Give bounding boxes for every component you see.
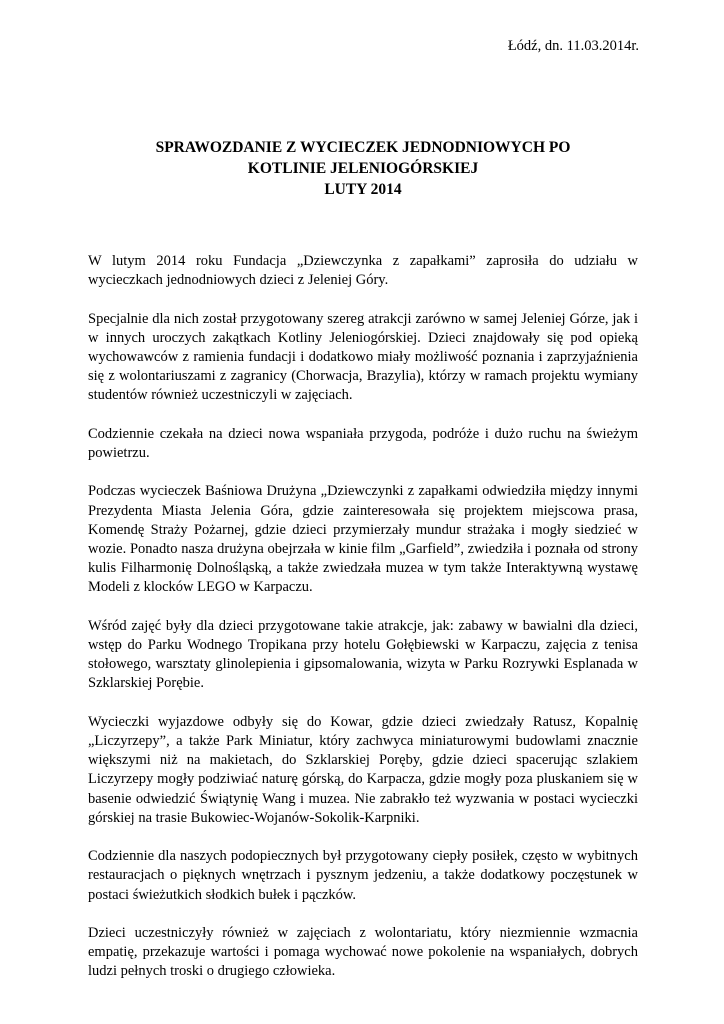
paragraph-2: Specjalnie dla nich został przygotowany szereg atrakcji zarówno w samej Jeleniej Górze, jak i w innych uroczych zakątkach Kotliny Jeleniogórskiej. Dzieci znajdowały się pod opieką wychowawców z ramienia fundacji i dodatkowo miały możliwość poznania i zaprzyjaźnienia się z wolontariuszami z zagranicy (Chorwacja, Brazylia), którzy w ramach projektu wymiany studentów również uczestniczyli w zajęciach.: [88, 310, 638, 404]
paragraph-1: W lutym 2014 roku Fundacja „Dziewczynka z zapałkami” zaprosiła do udziału w wycieczkach jednodniowych dzieci z Jeleniej Góry.: [88, 253, 638, 289]
title-line-3: LUTY 2014: [324, 181, 402, 198]
title-line-2: KOTLINIE JELENIOGÓRSKIEJ: [247, 160, 479, 177]
paragraph-7: Codziennie dla naszych podopiecznych był przygotowany ciepły posiłek, często w wybitnych restauracjach o pięknych wnętrzach i pysznym jedzeniu, a także dodatkowy poczęstunek w postaci świeżutkich słodkich bułek i pączków.: [88, 848, 638, 903]
paragraph-8: Dzieci uczestniczyły również w zajęciach z wolontariatu, który niezmiennie wzmacnia empatię, przekazuje wartości i pomaga wychować nowe pokolenie na wspaniałych, dobrych ludzi pełnych troski o drugiego człowieka.: [88, 925, 638, 980]
document-body: [88, 252, 638, 982]
document-title: [88, 137, 638, 200]
paragraph-3: Codziennie czekała na dzieci nowa wspaniała przygoda, podróże i dużo ruchu na świeżym powietrzu.: [88, 425, 638, 461]
paragraph-5: Wśród zajęć były dla dzieci przygotowane takie atrakcje, jak: zabawy w bawialni dla dzieci, wstęp do Parku Wodnego Tropikana przy hotelu Gołębiewski w Karpaczu, zajęcia z tenisa stołowego, warsztaty glinolepienia i gipsomalowania, wizyta w Parku Rozrywki Esplanada w Szklarskiej Porębie.: [88, 617, 638, 692]
paragraph-4: Podczas wycieczek Baśniowa Drużyna „Dziewczynki z zapałkami odwiedziła między innymi Prezydenta Miasta Jelenia Góra, gdzie zainteresowała się projektem miejscowa prasa, Komendę Straży Pożarnej, gdzie dzieci przymierzały mundur strażaka i mogły siedzieć w wozie. Ponadto nasza drużyna obejrzała w kinie film „Garfield”, zwiedziła i poznała od strony kulis Filharmonię Dolnośląską, a także zwiedzała muzea w tym także Interaktywną wystawę Modeli z klocków LEGO w Karpaczu.: [88, 483, 638, 596]
title-line-1: SPRAWOZDANIE Z WYCIECZEK JEDNODNIOWYCH PO: [155, 139, 571, 156]
place-date: Łódź, dn. 11.03.2014r.: [507, 38, 639, 54]
paragraph-6: Wycieczki wyjazdowe odbyły się do Kowar, gdzie dzieci zwiedzały Ratusz, Kopalnię „Liczyrzepy”, a także Park Miniatur, który zachwyca miniaturowymi budowlami znacznie większymi niż na makietach, do Szklarskiej Poręby, gdzie dzieci spacerując szlakiem Liczyrzepy mogły podziwiać naturę górską, do Karpacza, gdzie mogły poza pluskaniem się w basenie odwiedzić Świątynię Wang i muzea. Nie zabrakło też wyzwania w postaci wycieczki górskiej na trasie Bukowiec-Wojanów-Sokolik-Karpniki.: [88, 713, 638, 826]
